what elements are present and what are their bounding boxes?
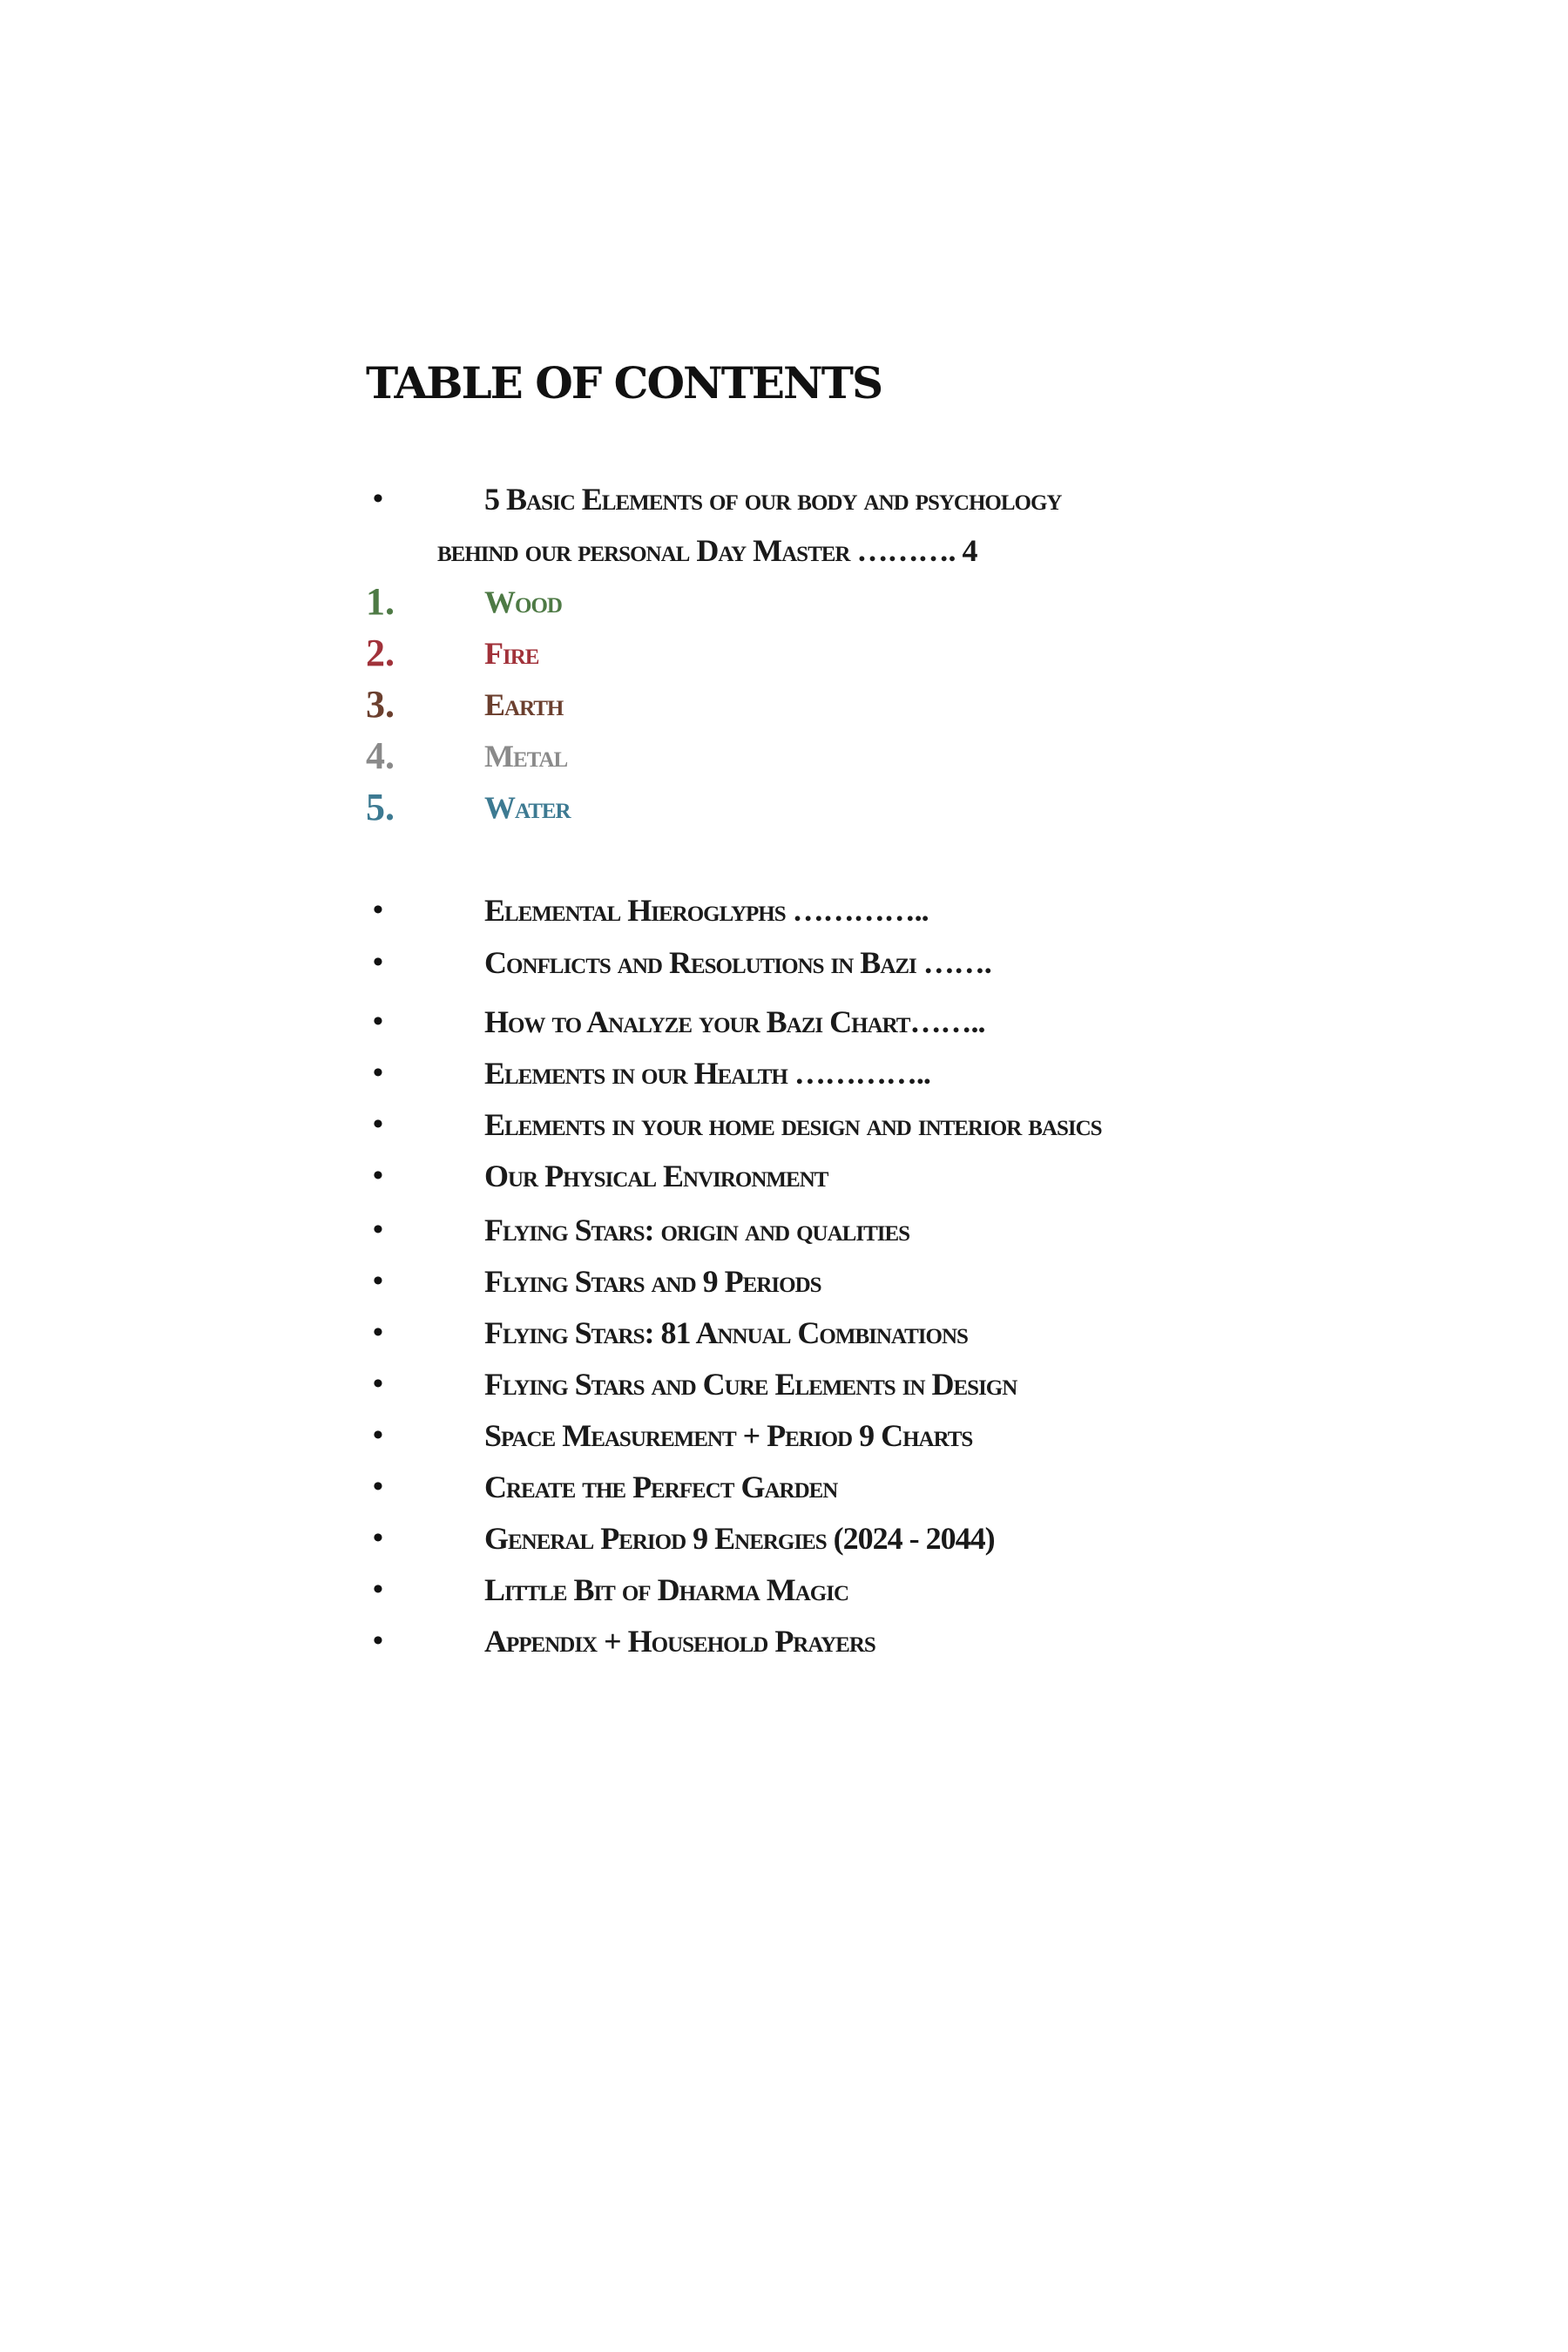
bullet-icon: •: [373, 894, 383, 926]
toc-entry-label: Conflicts and Resolutions in Bazi …….: [484, 945, 991, 980]
toc-entry-label: Elements in your home design and interior basics: [484, 1107, 1102, 1142]
element-label: Water: [484, 790, 571, 825]
bullet-icon: •: [373, 1522, 383, 1554]
bullet-icon: •: [373, 1419, 383, 1451]
bullet-icon: •: [373, 1573, 383, 1605]
toc-entry-label: General Period 9 Energies (2024 - 2044): [484, 1521, 995, 1556]
toc-entry-label: Elements in our Health …………..: [484, 1056, 930, 1091]
bullet-icon: •: [373, 946, 383, 978]
page-title: TABLE OF CONTENTS: [366, 357, 882, 409]
bullet-icon: •: [373, 1213, 383, 1246]
element-label: Metal: [484, 739, 568, 774]
bullet-icon: •: [373, 1057, 383, 1089]
toc-entry-label: Flying Stars and Cure Elements in Design: [484, 1367, 1017, 1402]
bullet-icon: •: [373, 1005, 383, 1037]
toc-entry-label: behind our personal Day Master ………. 4: [437, 533, 977, 568]
bullet-icon: •: [373, 1368, 383, 1400]
toc-entry-label: Appendix + Household Prayers: [484, 1624, 875, 1659]
element-label: Wood: [484, 585, 562, 619]
toc-entry-label: Flying Stars: origin and qualities: [484, 1213, 910, 1247]
bullet-icon: •: [373, 1316, 383, 1348]
bullet-icon: •: [373, 1108, 383, 1140]
toc-entry-label: Flying Stars: 81 Annual Combinations: [484, 1315, 968, 1350]
bullet-icon: •: [373, 1470, 383, 1503]
toc-entry-label: Space Measurement + Period 9 Charts: [484, 1418, 973, 1453]
element-number: 4.: [366, 734, 395, 777]
element-number: 2.: [366, 632, 395, 674]
toc-entry-label: How to Analyze your Bazi Chart……..: [484, 1004, 985, 1039]
toc-entry-label: 5 Basic Elements of our body and psychology: [484, 482, 1062, 517]
bullet-icon: •: [373, 1265, 383, 1297]
element-number: 5.: [366, 786, 395, 828]
element-label: Earth: [484, 687, 564, 722]
bullet-icon: •: [373, 1159, 383, 1192]
toc-entry-label: Little Bit of Dharma Magic: [484, 1572, 849, 1607]
bullet-icon: •: [373, 483, 383, 515]
element-number: 1.: [366, 580, 395, 623]
toc-entry-label: Our Physical Environment: [484, 1159, 828, 1193]
toc-entry-label: Flying Stars and 9 Periods: [484, 1264, 821, 1299]
toc-entry-label: Create the Perfect Garden: [484, 1470, 838, 1504]
element-number: 3.: [366, 683, 395, 726]
bullet-icon: •: [373, 1625, 383, 1657]
element-label: Fire: [484, 636, 539, 671]
toc-entry-label: Elemental Hieroglyphs …………..: [484, 893, 929, 928]
